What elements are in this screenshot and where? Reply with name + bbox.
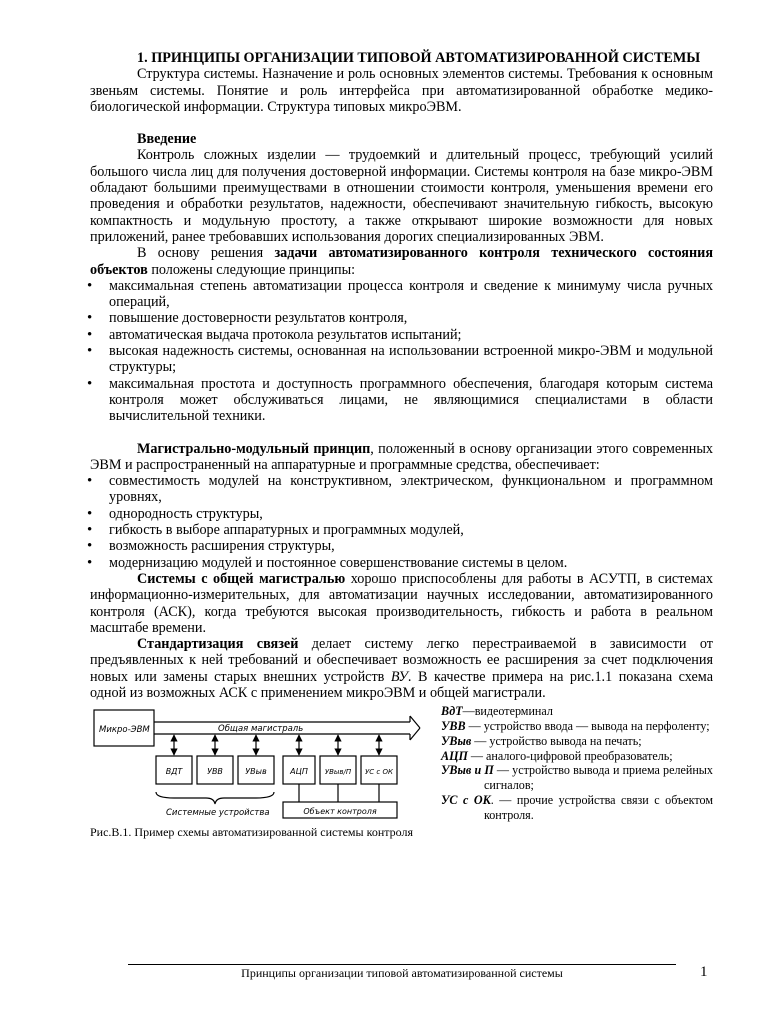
chapter-overview: Структура системы. Назначение и роль основных элементов системы. Требования к основным звеньям системы. Понятие и роль интерфейса при автоматизированной обработке медико-биологической информации. Структура типовых микроЭВМ.: [90, 66, 713, 115]
legend-term: УС с ОК: [441, 793, 491, 808]
legend-term: УВыв и П: [441, 763, 494, 778]
legend-term: УВВ: [441, 719, 466, 734]
footer-divider: [128, 964, 676, 965]
legend-description: — аналого-цифровой преобразователь;: [467, 748, 673, 763]
modular-term: Магистрально-модульный принцип: [137, 440, 371, 457]
object-label: Объект контроля: [303, 807, 377, 817]
list-item: • автоматическая выдача протокола результатов испытаний;: [90, 327, 713, 343]
list-item: • высокая надежность системы, основанная на использовании встроенной микро-ЭВМ и модульной структуры;: [90, 343, 713, 376]
legend-term: УВыв: [441, 733, 472, 748]
figure-legend: [441, 704, 713, 822]
principles-list: [90, 278, 713, 425]
bus-arrow-head-bottom: [410, 728, 420, 740]
legend-item: [441, 719, 713, 734]
list-item: • модернизацию модулей и постоянное совершенствование системы в целом.: [90, 555, 713, 571]
modular-paragraph: [90, 441, 713, 474]
device-label: УВыв/П: [324, 768, 352, 777]
legend-term: АЦП: [441, 748, 468, 763]
device-label: ВДТ: [165, 767, 183, 777]
list-item: • максимальная простота и доступность программного обеспечения, благодаря которым система контроля может обслуживаться лицами, не являющимися специалистами в области вычислительной техники.: [90, 376, 713, 425]
legend-description: — устройство вывода и приема релейных сигналов;: [484, 763, 713, 793]
bus-text: хорошо приспособлены для работы в АСУТП, в системах информационно-измерительных, для автоматизации научных исследовании, автоматизированного контроля (АСК), когда требуются высокая производительность, гибкость и работа в реальном масштабе времени.: [90, 570, 713, 636]
bus-term: Системы с общей магистралью: [137, 570, 346, 587]
legend-item: [441, 749, 713, 764]
standardization-text-end: . В качестве примера на рис.1.1 показана схема одной из возможных АСК с применением микроЭВМ и общей магистрали.: [90, 668, 713, 701]
microcomputer-label: Микро-ЭВМ: [99, 725, 150, 736]
intro-paragraph: Контроль сложных изделии — трудоемкий и длительный процесс, требующий усилий большого числа лиц для получения достоверной информации. Системы контроля на базе микро-ЭВМ обладают большими преимуществами в отношении стоимости контроля, уменьшения времени его проведения и обработки результатов, надежности, обеспечивают значительную гибкость, высокую компактность и модульную простоту, а также открывают широкие возможности для новых приложений, ранее требовавших использования дорогих специализированных ЭВМ.: [90, 147, 713, 245]
system-schema-diagram: [90, 704, 430, 822]
principles-lead-start: В основу решения: [137, 245, 275, 262]
list-item: • повышение достоверности результатов контроля,: [90, 310, 713, 326]
legend-item: [441, 734, 713, 749]
devices-brace: [156, 792, 274, 804]
modular-text: , положенный в основу организации этого современных ЭВМ и распространенный на аппаратурные и программные средства, обеспечивает:: [90, 440, 713, 473]
bus-paragraph: [90, 571, 713, 636]
principles-lead: [90, 245, 713, 278]
list-item: • максимальная степень автоматизации процесса контроля и сведение к минимуму числа ручных операций,: [90, 278, 713, 311]
legend-item: [441, 704, 713, 719]
bus-label: Общая магистраль: [218, 724, 304, 735]
standardization-term: Стандартизация связей: [137, 636, 299, 653]
legend-description: —видеотерминал: [462, 704, 553, 719]
legend-description: — устройство вывода на печать;: [471, 733, 642, 748]
document-page: [90, 50, 713, 844]
legend-description: . — прочие устройства связи с объектом контроля.: [484, 793, 713, 822]
page-number: 1: [700, 964, 708, 980]
legend-description: — устройство ввода — вывода на перфоленту;: [465, 719, 710, 734]
standardization-paragraph: [90, 636, 713, 701]
device-label: УВВ: [207, 767, 223, 777]
standardization-text: делает систему легко перестраиваемой в зависимости от предъявленных к ней требований и обеспечивает возможность ее расширения за счет подключения новых или замены старых внешних устройств: [90, 636, 713, 685]
device-label: АЦП: [290, 767, 308, 777]
list-item: • однородность структуры,: [90, 506, 713, 522]
external-devices-abbr: ВУ: [390, 668, 408, 685]
list-item: • возможность расширения структуры,: [90, 538, 713, 554]
figure-block: [90, 704, 713, 844]
legend-item: [441, 793, 713, 823]
principles-lead-end: положены следующие принципы:: [147, 261, 356, 278]
intro-heading: Введение: [137, 131, 197, 148]
modular-list: [90, 473, 713, 571]
bus-arrow-head-top: [410, 716, 420, 728]
figure-caption: Рис.В.1. Пример схемы автоматизированной системы контроля: [90, 825, 413, 840]
chapter-title: 1. ПРИНЦИПЫ ОРГАНИЗАЦИИ ТИПОВОЙ АВТОМАТИЗИРОВАННОЙ СИСТЕМЫ: [137, 50, 701, 66]
device-label: УС с ОК: [365, 768, 393, 777]
system-devices-label: Системные устройства: [166, 808, 270, 819]
list-item: • совместимость модулей на конструктивном, электрическом, функциональном и программном уровнях,: [90, 473, 713, 506]
list-item: • гибкость в выборе аппаратурных и программных модулей,: [90, 522, 713, 538]
footer-title: Принципы организации типовой автоматизированной системы: [241, 966, 563, 980]
principles-lead-emphasis: задачи автоматизированного контроля технического состояния объектов: [90, 245, 713, 278]
legend-item: [441, 763, 713, 793]
legend-term: ВдТ: [441, 704, 463, 719]
device-label: УВыв: [245, 767, 267, 777]
